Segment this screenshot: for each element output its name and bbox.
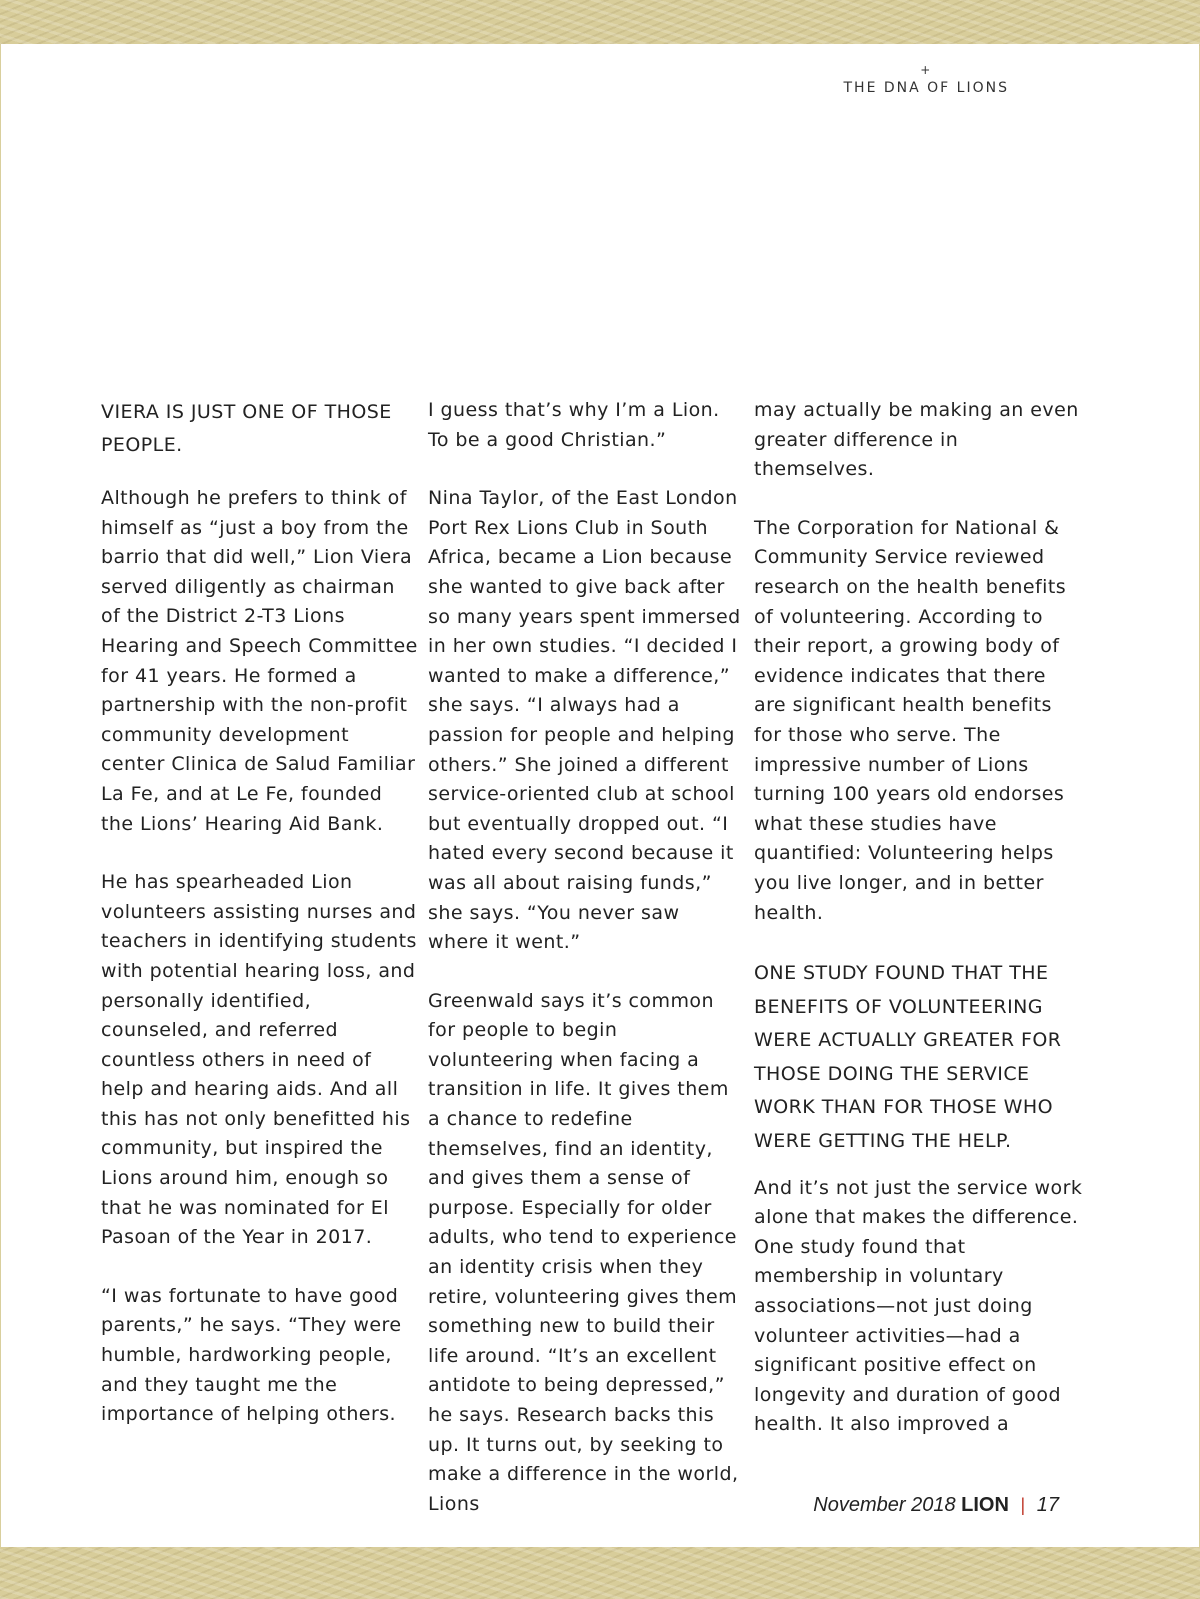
paragraph: “I was fortunate to have good parents,” he says. “They were humble, hardworking people, and they taught me the importance of helping others. [101,1284,402,1426]
paragraph: I guess that’s why I’m a Lion. To be a good Christian.” [428,399,720,451]
paper-texture-bottom [0,1547,1200,1599]
footer-separator: | [1020,1495,1026,1515]
paper-texture-top [0,0,1200,46]
paragraph: And it’s not just the service work alone that makes the difference. One study found that membership in voluntary associations—not just doing volunteer activities—had a significant positive effect on longevity and duration of good health. It also improved a [754,1176,1083,1436]
paragraph: Nina Taylor, of the East London Port Rex Lions Club in South Africa, became a Lion because she wanted to give back after so many years spent immersed in her own studies. “I decided I wanted to make a difference,” she says. “I always had a passion for people and helping others.” She joined a different service-oriented club at school but eventually dropped out. “I hated every second because it was all about raising funds,” she says. “You never saw where it went.” [428,487,741,954]
magazine-page [1,44,1199,1547]
paragraph: Although he prefers to think of himself as “just a boy from the barrio that did well,” Lion Viera served diligently as chairman of the District 2-T3 Lions Hearing and Speech Committee for 41 years. He formed a partnership with the non-profit community development center Clinica de Salud Familiar La Fe, and at Le Fe, founded the Lions’ Hearing Aid Bank. [101,487,418,835]
page-footer [813,1494,1059,1517]
paragraph: Greenwald says it’s common for people to begin volunteering when facing a transition in life. It gives them a chance to redefine themselves, find an identity, and gives them a sense of purpose. Especially for older adults, who tend to experience an identity crisis when they retire, volunteering gives them something new to build their life around. “It’s an excellent antidote to being depressed,” he says. Research backs this up. It turns out, by seeking to make a difference in the world, Lions [428,989,739,1515]
article-column-3 [754,396,1084,1469]
paragraph: He has spearheaded Lion volunteers assisting nurses and teachers in identifying students with potential hearing loss, and personally identified, counseled, and referred countless others in need of help and hearing aids. And all this has not only benefitted his community, but inspired the Lions around him, enough so that he was nominated for El Pasoan of the Year in 2017. [101,871,417,1249]
magazine-name: LION [961,1494,1009,1516]
paragraph: The Corporation for National & Community Service reviewed research on the health benefits of volunteering. According to their report, a growing body of evidence indicates that there are significant health benefits for those who serve. The impressive number of Lions turning 100 years old endorses what these studies have quantified: Volunteering helps you live longer, and in better health. [754,516,1067,924]
section-title: THE DNA OF LIONS [843,80,1009,96]
pull-quote: ONE STUDY FOUND THAT THE BENEFITS OF VOLUNTEERING WERE ACTUALLY GREATER FOR THOSE DOING THE SERVICE WORK THAN FOR THOSE WHO WERE GETTING THE HELP. [754,962,1062,1153]
paragraph: may actually be making an even greater difference in themselves. [754,399,1079,481]
issue-date: November 2018 [813,1494,956,1516]
section-header [844,64,1010,96]
article-column-2 [428,396,746,1548]
page-number: 17 [1036,1494,1059,1516]
lead-in-heading: VIERA IS JUST ONE OF THOSE PEOPLE. [101,401,392,456]
header-plus-mark: + [920,63,933,77]
article-column-1 [101,396,419,1459]
